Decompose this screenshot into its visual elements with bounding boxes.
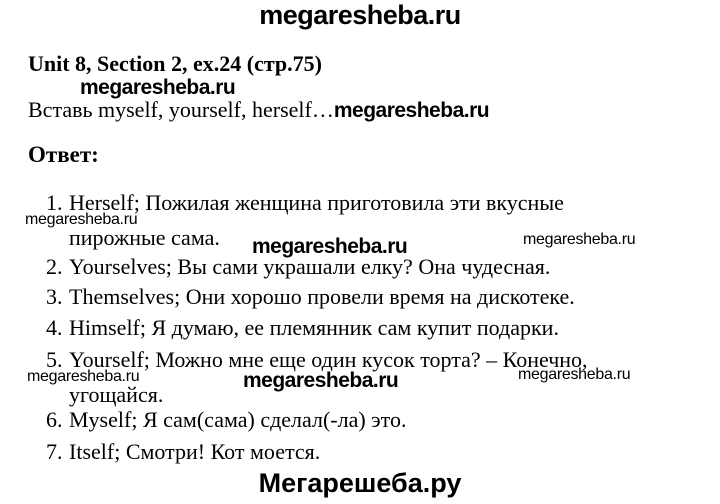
answer-item-4 [46,310,559,345]
site-watermark-low-left: megaresheba.ru [27,368,140,385]
site-watermark-under-title: megaresheba.ru [80,76,236,99]
item-text-line: угощайся. [69,382,164,407]
site-watermark-mid-left: megaresheba.ru [25,211,138,228]
item-number: 5. [46,347,63,372]
item-text-line: Yourselves; Вы сами украшали елку? Она чудесная. [69,254,551,279]
site-watermark-low-center: megaresheba.ru [243,369,399,392]
item-text-line: Myself; Я сам(сама) сделал(-ла) это. [69,407,407,432]
item-text-line: Yourself; Можно мне еще один кусок торта? – Конечно, [69,347,588,372]
item-text-line: Herself; Пожилая женщина приготовила эти вкусные [69,190,564,215]
answer-item-6 [46,402,406,437]
task-text: Вставь myself, yourself, herself… [28,97,334,122]
site-watermark-mid-center: megaresheba.ru [252,235,408,258]
task-line [28,96,489,125]
item-number: 7. [46,439,63,464]
item-number: 3. [46,284,63,309]
answer-item-3 [46,279,575,314]
item-text-line: Itself; Смотри! Кот моется. [69,439,321,464]
item-number: 4. [46,315,63,340]
footer-brand: Мегарешеба.ру [258,468,462,498]
item-text-line: Himself; Я думаю, ее племянник сам купит подарки. [69,315,559,340]
answer-item-7 [46,434,320,469]
answer-label: Ответ: [28,142,99,167]
site-watermark-top: megaresheba.ru [259,0,461,30]
item-number: 6. [46,407,63,432]
site-watermark-mid-right: megaresheba.ru [523,231,636,248]
item-number: 2. [46,254,63,279]
item-number: 1. [46,190,63,215]
item-text-line: Themselves; Они хорошо провели время на дискотеке. [69,284,575,309]
exercise-title: Unit 8, Section 2, ex.24 (стр.75) [28,51,322,76]
item-text-line: пирожные сама. [69,225,220,250]
site-watermark-inline: megaresheba.ru [333,99,490,122]
site-watermark-low-right: megaresheba.ru [518,366,631,383]
